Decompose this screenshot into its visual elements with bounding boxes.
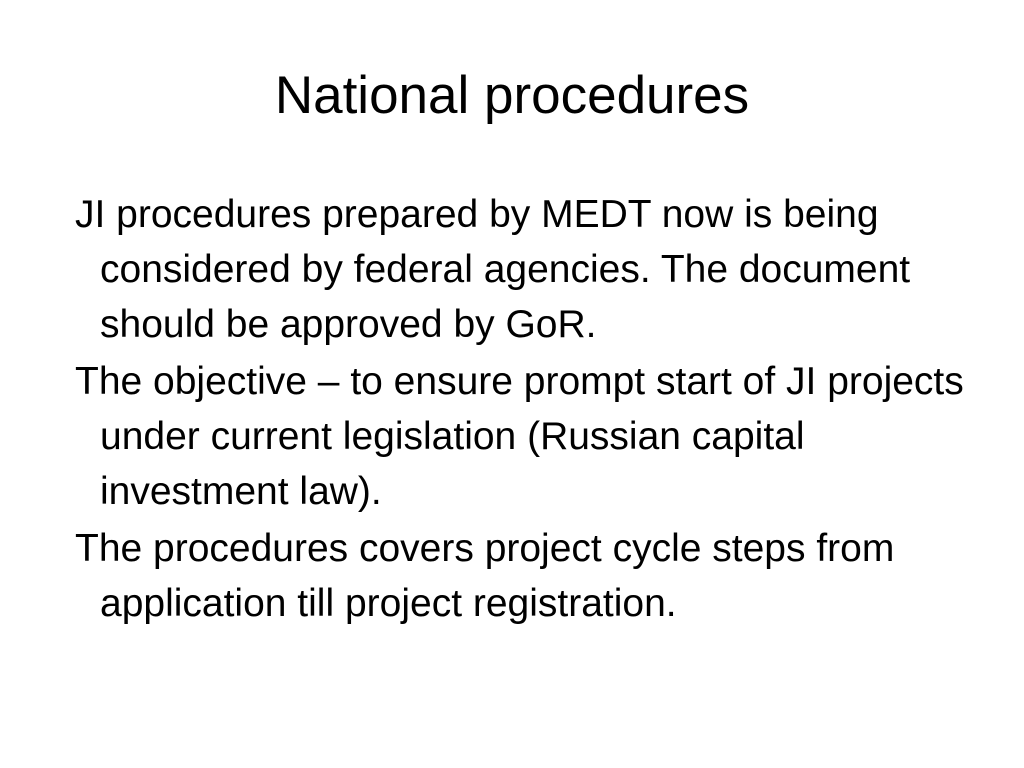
slide-body xyxy=(75,187,975,633)
bullet-item: The procedures covers project cycle steps from application till project registration. xyxy=(75,527,895,625)
slide-title: National procedures xyxy=(274,66,750,125)
bullet-item: JI procedures prepared by MEDT now is being considered by federal agencies. The document should be approved by GoR. xyxy=(75,193,911,346)
bullet-item: The objective – to ensure prompt start of JI projects under current legislation (Russian capital investment law). xyxy=(75,360,964,513)
